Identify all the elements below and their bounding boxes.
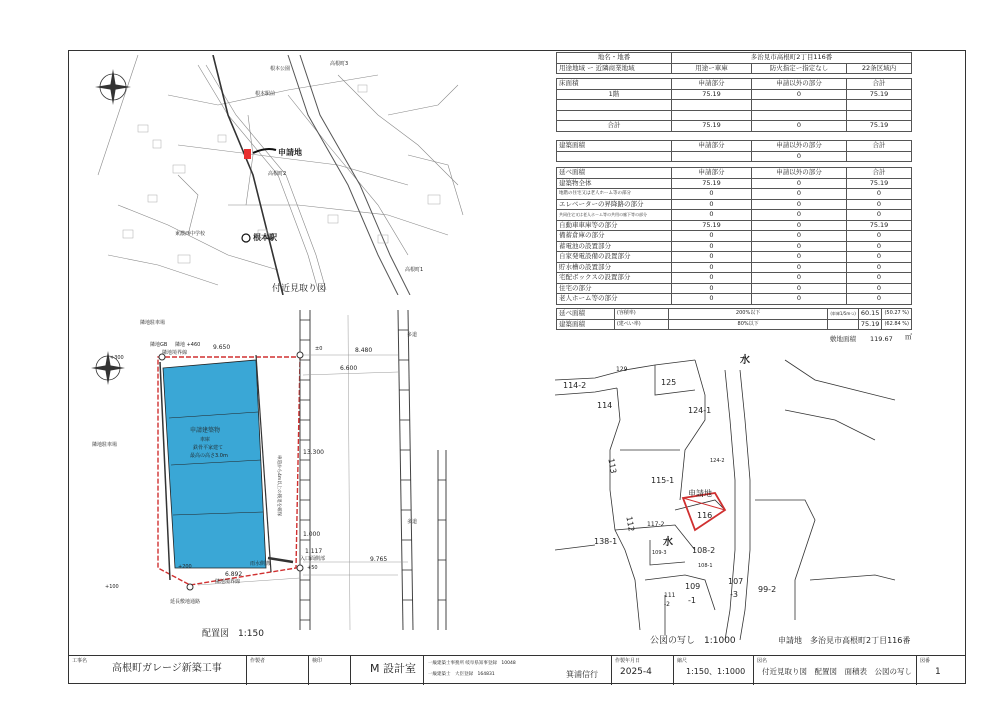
drawing-title: 付近見取り図 配置図 面積表 公図の写し bbox=[762, 667, 912, 676]
map-label: 根本駅前 bbox=[255, 91, 276, 97]
cell: 建築面積 bbox=[557, 141, 672, 152]
cell: 地名・地番 bbox=[557, 53, 672, 64]
plan-label: 隣地GB bbox=[150, 342, 168, 348]
cell: 0 bbox=[847, 189, 912, 200]
cell: 0 bbox=[847, 262, 912, 273]
cell bbox=[672, 100, 752, 111]
cell: エレベーターの昇降路の部分 bbox=[557, 199, 672, 210]
map-label: 根本公園 bbox=[270, 66, 291, 72]
dim-label: 6.892 bbox=[225, 571, 243, 578]
site-marker bbox=[244, 149, 251, 159]
floor-area-table bbox=[556, 78, 912, 132]
cell: 0 bbox=[672, 241, 752, 252]
dim-label: 9.650 bbox=[213, 344, 231, 351]
cell: 0 bbox=[752, 189, 847, 200]
parcel-label: 115-1 bbox=[651, 476, 675, 485]
cell: 0 bbox=[847, 273, 912, 284]
cell: 用途地域 ー 近隣商業地域 bbox=[557, 63, 672, 74]
cell: 床面積 bbox=[557, 79, 672, 90]
plan-label: 隣地駐車場 bbox=[140, 320, 166, 326]
cell: 0 bbox=[847, 231, 912, 242]
scale-value: 1:150、1:1000 bbox=[686, 667, 746, 676]
cell: 0 bbox=[752, 252, 847, 263]
cell: 備蓄倉庫の部分 bbox=[557, 231, 672, 242]
cell bbox=[847, 151, 912, 162]
dim-label: 8.480 bbox=[355, 347, 373, 354]
vicinity-map-caption: 付近見取り図 bbox=[272, 284, 327, 294]
cell bbox=[847, 110, 912, 121]
vicinity-site-label: 申請地 bbox=[278, 148, 302, 157]
parcel-label: 138-1 bbox=[594, 537, 618, 546]
parcel-label: -2 bbox=[664, 601, 670, 608]
building-sub3: 最高の高さ3.0m bbox=[190, 453, 228, 459]
cell: 申請部分 bbox=[672, 79, 752, 90]
cadastral-site-ref: 申請地 多治見市高根町2丁目116番 bbox=[778, 636, 911, 645]
cell: 0 bbox=[847, 199, 912, 210]
drawing-label: 図名 bbox=[757, 658, 768, 664]
cell: 75.19 bbox=[672, 89, 752, 100]
plan-label: 多道 bbox=[407, 332, 418, 338]
cell: 延べ面積 bbox=[557, 168, 672, 179]
site-area-value: 119.67 bbox=[870, 335, 893, 343]
cell: 75.19 bbox=[672, 178, 752, 189]
plan-label: ±0 bbox=[315, 346, 323, 352]
cell: (容積率) bbox=[614, 309, 668, 320]
cell: 0 bbox=[752, 178, 847, 189]
cell: 自家発電設備の設置部分 bbox=[557, 252, 672, 263]
license-line-1: 一級建築士事務所 岐阜県知事登録 10048 bbox=[428, 661, 516, 666]
cell: 0 bbox=[752, 151, 847, 162]
building-footprint bbox=[163, 360, 266, 568]
cell: 0 bbox=[752, 210, 847, 221]
vicinity-map-drawing bbox=[78, 55, 548, 295]
building-title: 申請建築物 bbox=[190, 427, 221, 434]
dim-label: 6.600 bbox=[340, 365, 358, 372]
parcel-label: 109-3 bbox=[652, 550, 667, 556]
site-plan-caption: 配置図 1:150 bbox=[202, 629, 264, 639]
cell: 延べ面積 bbox=[557, 309, 615, 320]
date-label: 作製年月日 bbox=[615, 658, 641, 664]
parcel-label: 125 bbox=[661, 378, 677, 387]
office-name: M 設計室 bbox=[370, 662, 416, 675]
cell: 0 bbox=[672, 294, 752, 305]
cell: 0 bbox=[752, 262, 847, 273]
cell: 地階の住宅又は老人ホーム等の部分 bbox=[557, 189, 672, 200]
cell: 0 bbox=[672, 273, 752, 284]
ratio-table bbox=[556, 308, 912, 330]
plan-label: 車道から4m以上の後退を確保 bbox=[276, 455, 281, 517]
plan-label: 多道 bbox=[407, 519, 418, 525]
vicinity-map bbox=[78, 55, 548, 295]
cell: (50.27 %) bbox=[882, 309, 912, 320]
parcel-label: 99-2 bbox=[758, 585, 777, 594]
cell bbox=[752, 110, 847, 121]
cell: 0 bbox=[752, 199, 847, 210]
plan-label: 隣地駐車場 bbox=[92, 442, 118, 448]
station-label: 根本駅 bbox=[253, 233, 277, 242]
cell: 用途ー車庫 bbox=[672, 63, 752, 74]
parcel-label: 116 bbox=[697, 511, 713, 520]
site-area-label: 敷地面積 bbox=[830, 335, 856, 343]
cell: 0 bbox=[672, 199, 752, 210]
check-label: 検印 bbox=[312, 658, 323, 664]
cell: 0 bbox=[847, 294, 912, 305]
parcel-label: -3 bbox=[730, 590, 738, 599]
plan-label: +300 bbox=[110, 355, 124, 361]
parcel-label: 108-2 bbox=[692, 546, 716, 555]
plan-label: +50 bbox=[307, 565, 318, 571]
cell: 防火指定ー指定なし bbox=[752, 63, 847, 74]
plan-label: +100 bbox=[105, 584, 119, 590]
cell: 共同住宅又は老人ホーム等の共用の廊下等の部分 bbox=[557, 210, 672, 221]
parcel-label: 124-1 bbox=[688, 406, 712, 415]
site-plan bbox=[78, 300, 548, 635]
project-label: 工事名 bbox=[72, 658, 88, 664]
cell: 0 bbox=[752, 283, 847, 294]
license-line-2: 一級建築士 大臣登録 164831 bbox=[428, 672, 495, 677]
water-label: 水 bbox=[740, 355, 750, 366]
cell: 申請以外の部分 bbox=[752, 141, 847, 152]
cell: 0 bbox=[752, 273, 847, 284]
parcel-label: 129 bbox=[616, 366, 628, 373]
cell: 0 bbox=[672, 252, 752, 263]
parcel-label: 112 bbox=[624, 515, 636, 533]
cell: 0 bbox=[752, 294, 847, 305]
parcel-label: 107 bbox=[728, 577, 744, 586]
number-label: 図番 bbox=[920, 658, 931, 664]
drawing-number: 1 bbox=[935, 667, 941, 677]
site-info-table bbox=[556, 52, 912, 74]
cell bbox=[847, 100, 912, 111]
cadastral-caption: 公図の写し 1:1000 bbox=[650, 636, 736, 646]
cell: 0 bbox=[672, 189, 752, 200]
cell: 合計 bbox=[847, 168, 912, 179]
building-area-table bbox=[556, 140, 912, 162]
cell bbox=[557, 151, 672, 162]
cell: 75.19 bbox=[672, 220, 752, 231]
cell: 0 bbox=[847, 210, 912, 221]
cell: 建築面積 bbox=[557, 319, 615, 330]
dim-label: 9.765 bbox=[370, 556, 388, 563]
cell: 0 bbox=[847, 283, 912, 294]
dim-label: 1.117 bbox=[305, 548, 323, 555]
parcel-label: 109 bbox=[685, 582, 701, 591]
cell: 申請以外の部分 bbox=[752, 168, 847, 179]
cell: 0 bbox=[847, 241, 912, 252]
cell bbox=[557, 110, 672, 121]
compass-icon bbox=[95, 69, 131, 105]
cell: 0 bbox=[752, 241, 847, 252]
cell: 75.19 bbox=[672, 121, 752, 132]
cell: 老人ホーム等の部分 bbox=[557, 294, 672, 305]
parcel-label: 124-2 bbox=[710, 458, 725, 464]
cell: 申請部分 bbox=[672, 168, 752, 179]
cell: 75.19 bbox=[847, 220, 912, 231]
cadastral-site-label: 申請地 bbox=[688, 489, 712, 498]
plan-label: +200 bbox=[178, 564, 192, 570]
date-value: 2025-4 bbox=[620, 667, 652, 677]
station-icon bbox=[242, 234, 250, 242]
parcel-label: -1 bbox=[688, 596, 696, 605]
cell bbox=[828, 319, 858, 330]
parcel-label: 114-2 bbox=[563, 381, 587, 390]
cell bbox=[752, 100, 847, 111]
cell: 蓄電池の設置部分 bbox=[557, 241, 672, 252]
cell: 0 bbox=[847, 252, 912, 263]
cell: (車庫1/5mつ) bbox=[828, 309, 858, 320]
cell: (62.84 %) bbox=[882, 319, 912, 330]
parcel-label: 117-2 bbox=[647, 521, 665, 528]
cell: 宅配ボックスの設置部分 bbox=[557, 273, 672, 284]
architect-name: 箕浦信行 bbox=[566, 670, 598, 679]
cell: 75.19 bbox=[858, 319, 882, 330]
total-floor-area-table bbox=[556, 167, 912, 305]
building-sub2: 鉄骨平家建て bbox=[193, 445, 224, 451]
cell: 200%以下 bbox=[668, 309, 828, 320]
cell: 自動車車庫等の部分 bbox=[557, 220, 672, 231]
plan-label: 隣地 +460 bbox=[175, 342, 201, 348]
map-label: 高根町1 bbox=[405, 267, 424, 273]
cell: 75.19 bbox=[847, 89, 912, 100]
parcel-label: 108-1 bbox=[698, 563, 713, 569]
site-plan-drawing bbox=[78, 300, 548, 635]
cell: 1階 bbox=[557, 89, 672, 100]
cell: 合計 bbox=[557, 121, 672, 132]
creator-label: 作製者 bbox=[250, 658, 266, 664]
project-name: 高根町ガレージ新築工事 bbox=[112, 663, 222, 674]
dim-label: 13.300 bbox=[303, 449, 324, 456]
cell: 合計 bbox=[847, 79, 912, 90]
map-label: 東濃西中学校 bbox=[175, 231, 206, 237]
parcel-label: 113 bbox=[606, 457, 618, 475]
cell: 貯水槽の設置部分 bbox=[557, 262, 672, 273]
parcel-label: 111 bbox=[664, 592, 676, 599]
map-label: 高根町2 bbox=[268, 171, 287, 177]
cell: 0 bbox=[672, 262, 752, 273]
cell: 0 bbox=[752, 89, 847, 100]
cell: 住宅の部分 bbox=[557, 283, 672, 294]
cell bbox=[672, 110, 752, 121]
plan-label: 隣地境界線 bbox=[215, 579, 241, 585]
cell: 多治見市高根町2丁目116番 bbox=[672, 53, 912, 64]
cell: (建ぺい率) bbox=[614, 319, 668, 330]
cell: 0 bbox=[752, 121, 847, 132]
cell: 合計 bbox=[847, 141, 912, 152]
plan-label: 入口面側部 bbox=[300, 556, 326, 562]
plan-label: 隣地境界線 bbox=[162, 350, 188, 356]
cell bbox=[557, 100, 672, 111]
cell: 22条区域内 bbox=[847, 63, 912, 74]
water-label: 水 bbox=[663, 537, 673, 548]
building-sub1: 車庫 bbox=[200, 437, 211, 443]
scale-label: 縮尺 bbox=[677, 658, 688, 664]
cell: 申請以外の部分 bbox=[752, 79, 847, 90]
cell: 0 bbox=[672, 231, 752, 242]
map-label: 高根町3 bbox=[330, 61, 349, 67]
cell: 75.19 bbox=[847, 178, 912, 189]
cell bbox=[672, 151, 752, 162]
cell: 0 bbox=[672, 210, 752, 221]
site-area-unit: ㎡ bbox=[905, 333, 912, 341]
cell: 75.19 bbox=[847, 121, 912, 132]
plan-label: 延長敷地通路 bbox=[170, 599, 201, 605]
cell: 0 bbox=[752, 231, 847, 242]
cell: 80%以下 bbox=[668, 319, 828, 330]
parcel-label: 114 bbox=[597, 401, 613, 410]
cell: 0 bbox=[752, 220, 847, 231]
cell: 0 bbox=[672, 283, 752, 294]
cell: 建築物全体 bbox=[557, 178, 672, 189]
plan-label: 雨水側溝 bbox=[250, 561, 271, 567]
dim-label: 1.000 bbox=[303, 531, 321, 538]
cell: 申請部分 bbox=[672, 141, 752, 152]
cell: 60.15 bbox=[858, 309, 882, 320]
